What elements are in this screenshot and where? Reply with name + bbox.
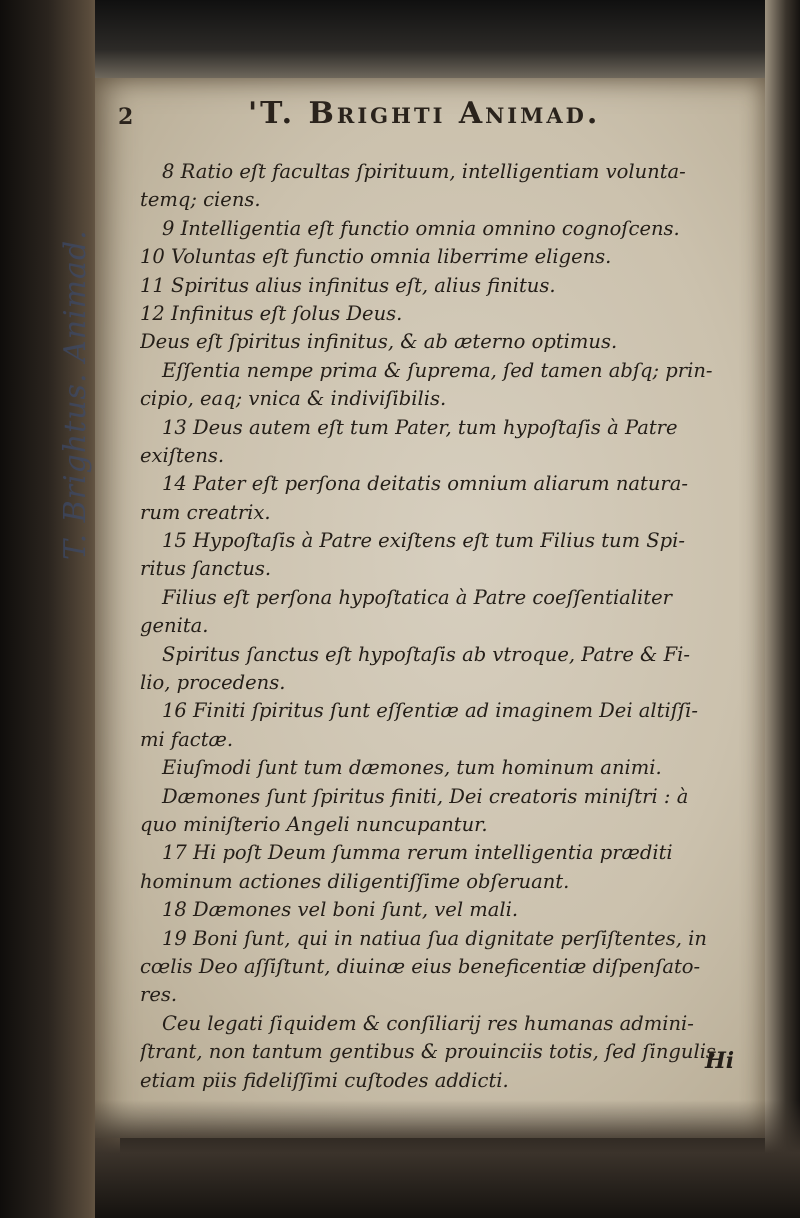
text-line: 14 Pater eſt perſona deitatis omnium aliarum natura-	[162, 472, 688, 496]
text-line: Ceu legati ſiquidem & conſiliarij res humanas admini-	[162, 1011, 694, 1035]
text-line: rum creatrix.	[140, 500, 271, 524]
text-line: 15 Hypoſtaſis à Patre exiſtens eſt tum Filius tum Spi-	[162, 529, 685, 553]
text-line: Filius eſt perſona hypoſtatica à Patre coeſſentialiter	[162, 585, 672, 609]
text-line: exiſtens.	[140, 443, 225, 467]
text-line: 13 Deus autem eſt tum Pater, tum hypoſtaſis à Patre	[162, 415, 678, 439]
page-number: 2	[118, 104, 134, 130]
text-line: ſtrant, non tantum gentibus & prouinciis totis, ſed ſingulis	[140, 1040, 716, 1064]
text-line: 12 Infinitus eſt ſolus Deus.	[140, 301, 403, 325]
text-line: hominum actiones diligentiſſime obſeruant.	[140, 869, 570, 893]
text-line: ritus ſanctus.	[140, 557, 272, 581]
text-line: mi factæ.	[140, 727, 234, 751]
page-edge	[765, 0, 800, 1218]
catchword: Hi	[705, 1048, 735, 1074]
text-line: 10 Voluntas eſt functio omnia liberrime eligens.	[140, 245, 612, 269]
text-line: genita.	[140, 614, 209, 638]
text-line: temq; ciens.	[140, 188, 261, 212]
text-line: cœlis Deo aſſiſtunt, diuinæ eius beneficentiæ diſpenſato-	[140, 954, 701, 978]
spine-text: T. Brightus. Animad.	[58, 229, 93, 560]
text-line: 16 Finiti ſpiritus ſunt eſſentiæ ad imaginem Dei altiſſi-	[162, 699, 698, 723]
text-line: cipio, eaq; vnica & indiviſibilis.	[140, 387, 447, 411]
running-title: 'T. Brighti Animad.	[248, 96, 601, 131]
text-line: lio, procedens.	[140, 671, 286, 695]
text-line: Eſſentia nempe prima & ſuprema, ſed tamen abſq; prin-	[162, 358, 713, 382]
text-line: etiam piis fideliſſimi cuſtodes addicti.	[140, 1068, 509, 1092]
text-line: 17 Hi poſt Deum ſumma rerum intelligentia præditi	[162, 841, 673, 865]
text-line: 19 Boni ſunt, qui in natiua ſua dignitate perſiſtentes, in	[162, 926, 707, 950]
body-text	[140, 158, 760, 1095]
text-line: Deus eſt ſpiritus infinitus, & ab æterno optimus.	[140, 330, 618, 354]
text-line: Dæmones ſunt ſpiritus finiti, Dei creatoris miniſtri : à	[162, 784, 689, 808]
top-shadow	[95, 0, 800, 90]
text-line: quo miniſterio Angeli nuncupantur.	[140, 812, 488, 836]
text-line: 18 Dæmones vel boni ſunt, vel mali.	[162, 898, 519, 922]
text-line: 9 Intelligentia eſt functio omnia omnino cognoſcens.	[162, 216, 680, 240]
bottom-shadow	[95, 1100, 800, 1218]
text-line: res.	[140, 983, 178, 1007]
text-line: Spiritus ſanctus eſt hypoſtaſis ab vtroque, Patre & Fi-	[162, 642, 690, 666]
text-line: Eiuſmodi ſunt tum dæmones, tum hominum animi.	[162, 756, 662, 780]
text-line: 8 Ratio eſt facultas ſpirituum, intelligentiam volunta-	[162, 160, 686, 183]
text-line: 11 Spiritus alius infinitus eſt, alius finitus.	[140, 273, 556, 297]
